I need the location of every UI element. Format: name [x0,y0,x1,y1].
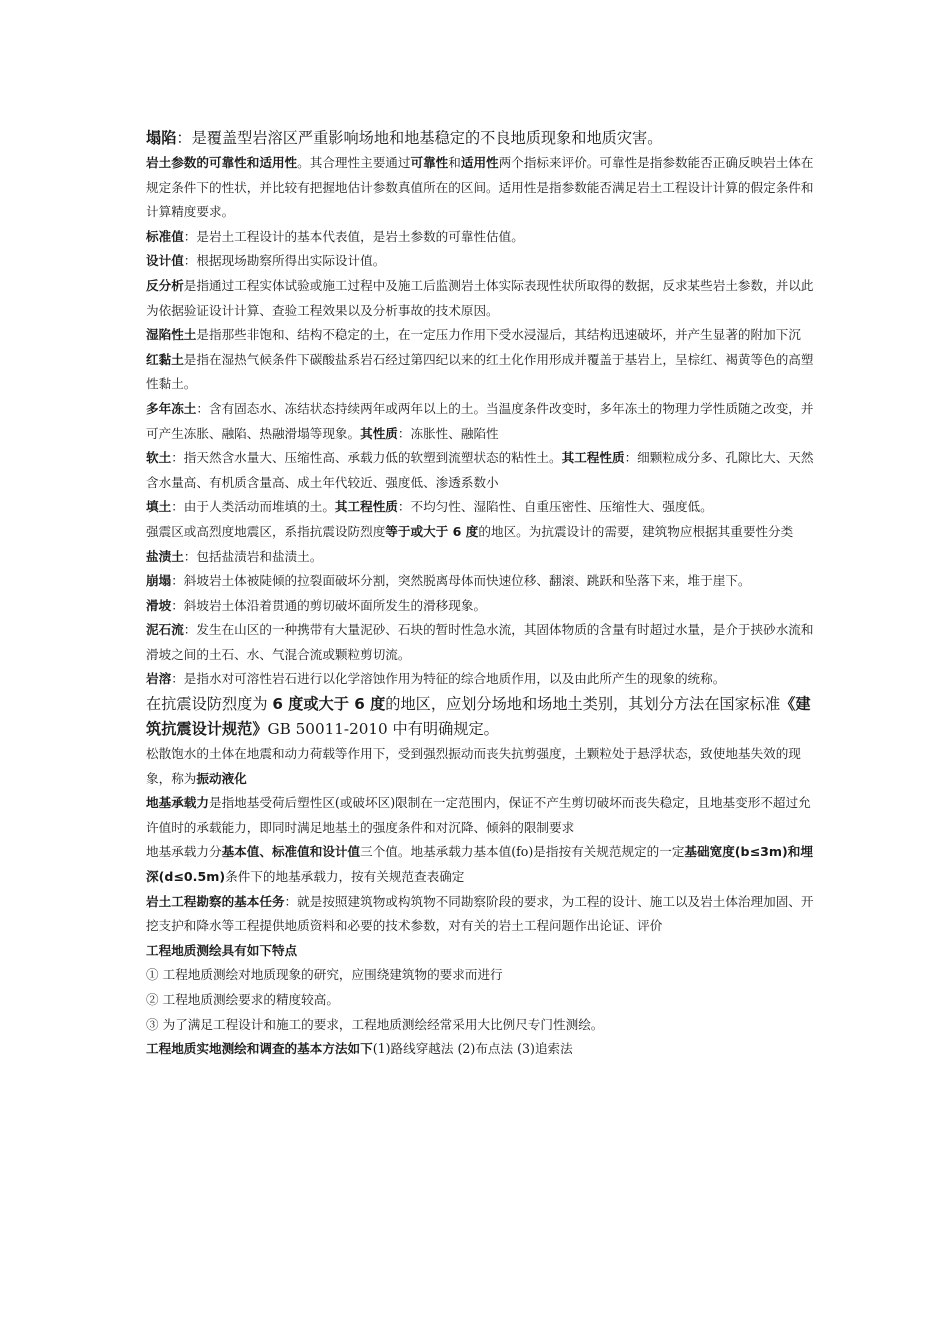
text-run: ：是覆盖型岩溶区严重影响场地和地基稳定的不良地质现象和地质灾害。 [176,129,663,147]
bold-term: 6 度或大于 6 度 [272,695,386,714]
paragraph-fill [146,495,816,520]
bold-term: 其工程性质 [334,499,398,515]
text-run: ：由于人类活动而堆填的土。 [171,499,335,515]
text-run: ：根据现场勘察所得出实际设计值。 [183,253,386,269]
paragraph-collapsible [146,323,816,348]
bold-term: 岩溶 [146,671,172,687]
paragraph-feature-1 [146,963,816,988]
text-run: 是指通过工程实体试验或施工过程中及施工后监测岩土体实际表现性状所取得的数据，反求某些岩土参数，并以此为依据验证设计计算、查验工程效果以及分析事故的技术原因。 [146,277,814,318]
text-run: 三个值。地基承载力基本值(fo)是指按有关规范规定的一定 [360,844,685,860]
paragraph-bearing-values [146,840,816,889]
bold-term: 振动液化 [196,770,247,786]
bold-term: 软土 [146,450,172,466]
paragraph-bearing-capacity [146,791,816,840]
bold-term: 适用性 [460,155,499,170]
paragraph-liquefaction [146,742,816,791]
text-run: GB 50011-2010 中有明确规定。 [267,720,499,739]
bold-term: 地基承载力 [146,795,209,811]
text-run: ：不均匀性、湿陷性、自重压密性、压缩性大、强度低。 [397,499,713,515]
text-run: ② 工程地质测绘要求的精度较高。 [146,992,339,1007]
text-run: 强震区或高烈度地震区，系指抗震设防烈度 [146,523,386,539]
text-run: ③ 为了满足工程设计和施工的要求，工程地质测绘经常采用大比例尺专门性测绘。 [146,1016,604,1032]
paragraph-survey-task [146,890,816,939]
bold-term: 可靠性 [410,155,449,170]
bold-term: 塌陷 [146,129,177,147]
text-run: ：斜坡岩土体沿着贯通的剪切破坏面所发生的滑移现象。 [171,597,487,613]
text-run: ：是指水对可溶性岩石进行以化学溶蚀作用为特征的综合地质作用，以及由此所产生的现象的统称。 [171,671,726,687]
paragraph-saline [146,545,816,570]
bold-term: 崩塌 [146,573,172,589]
paragraph-rockfall [146,569,816,594]
paragraph-feature-3 [146,1013,816,1038]
bold-term: 其性质 [360,425,398,441]
paragraph-permafrost [146,397,816,446]
text-run: 是指那些非饱和、结构不稳定的土，在一定压力作用下受水浸湿后，其结构迅速破坏，并产生显著的附加下沉 [196,327,801,343]
text-run: 在抗震设防烈度为 [146,695,273,714]
paragraph-standard-value [146,225,816,250]
bold-term: 基础宽度(b≤3m)和埋深(d≤0.5m) [146,844,813,885]
paragraph-design-value [146,249,816,274]
text-run: ：斜坡岩土体被陡倾的拉裂面破坏分割，突然脱离母体而快速位移、翻滚、跳跃和坠落下来，堆于崖下。 [171,573,751,589]
bold-term: 反分析 [146,277,184,293]
text-run: 和 [448,155,461,170]
paragraph-methods [146,1037,816,1062]
text-run: 是指地基受荷后塑性区(或破坏区)限制在一定范围内，保证不产生剪切破坏而丧失稳定，且地基变形不超过允许值时的承载能力，即同时满足地基土的强度条件和对沉降、倾斜的限制要求 [146,795,811,835]
bold-term: 其工程性质 [561,450,625,466]
text-run: 两个指标来评价。可靠性是指参数能否正确反映岩土体在规定条件下的性状，并比较有把握地估计参数真值所在的区间。适用性是指参数能否满足岩土工程设计计算的假定条件和计算精度要求。 [146,155,814,220]
bold-term: 设计值 [146,253,184,269]
text-run: 地基承载力分 [146,844,222,860]
text-run: ：就是按照建筑物或构筑物不同勘察阶段的要求，为工程的设计、施工以及岩土体治理加固、开挖支护和降水等工程提供地质资料和必要的技术参数，对有关的岩土工程问题作出论证、评价 [146,893,814,934]
bold-term: 红黏土 [146,351,184,367]
bold-term: 工程地质测绘具有如下特点 [146,942,298,958]
bold-term: 填土 [146,499,172,515]
text-run: 是指在湿热气候条件下碳酸盐系岩石经过第四纪以来的红土化作用形成并覆盖于基岩上，呈棕红、褐黄等色的高塑性黏土。 [146,351,814,392]
bold-term: 《建筑抗震设计规范》 [146,695,811,739]
paragraph-seismic-zone [146,520,816,545]
text-run: 的地区，应划分场地和场地土类别，其划分方法在国家标准 [385,695,781,714]
paragraph-tanxian [146,126,816,151]
text-run: ：是岩土工程设计的基本代表值，是岩土参数的可靠性估值。 [183,228,524,244]
paragraph-karst [146,667,816,692]
bold-term: 等于或大于 6 度 [385,523,479,539]
paragraph-soft-soil [146,446,816,495]
bold-term: 岩土参数的可靠性和适用性 [146,155,298,170]
text-run: 。其合理性主要通过 [297,155,411,170]
paragraph-debris-flow [146,618,816,667]
paragraph-landslide [146,594,816,619]
paragraph-mapping-features [146,939,816,964]
text-run: ① 工程地质测绘对地质现象的研究，应围绕建筑物的要求而进行 [146,967,503,983]
bold-term: 盐渍土 [146,548,184,564]
text-run: ：指天然含水量大、压缩性高、承载力低的软塑到流塑状态的粘性土。 [171,450,562,466]
bold-term: 基本值、标准值和设计值 [221,844,361,860]
text-run: ：发生在山区的一种携带有大量泥砂、石块的暂时性急水流，其固体物质的含量有时超过水量，是介于挟砂水流和滑坡之间的土石、水、气混合流或颗粒剪切流。 [146,622,814,662]
text-run: ：包括盐渍岩和盐渍土。 [183,548,323,564]
paragraph-feature-2 [146,988,816,1013]
paragraph-back-analysis [146,274,816,323]
bold-term: 湿陷性土 [146,327,197,343]
document-body [146,126,816,1062]
bold-term: 工程地质实地测绘和调查的基本方法如下 [146,1041,373,1057]
bold-term: 标准值 [146,228,184,244]
paragraph-red-clay [146,348,816,397]
bold-term: 滑坡 [146,597,172,613]
text-run: 的地区。为抗震设计的需要，建筑物应根据其重要性分类 [478,523,794,539]
bold-term: 岩土工程勘察的基本任务 [146,893,285,909]
text-run: ：冻胀性、融陷性 [397,425,499,441]
text-run: (1)路线穿越法 (2)布点法 (3)追索法 [372,1041,573,1057]
text-run: 松散饱水的土体在地震和动力荷载等作用下，受到强烈振动而丧失抗剪强度，土颗粒处于悬浮状态，致使地基失效的现象，称为 [146,746,801,786]
text-run: ：细颗粒成分多、孔隙比大、天然含水量高、有机质含量高、成土年代较近、强度低、渗透系数小 [146,450,814,490]
bold-term: 多年冻土 [146,400,197,416]
paragraph-site-class [146,692,816,742]
bold-term: 泥石流 [146,622,184,638]
paragraph-param-reliability [146,151,816,225]
text-run: 条件下的地基承载力，按有关规范查表确定 [225,869,465,885]
text-run: ：含有固态水、冻结状态持续两年或两年以上的土。当温度条件改变时，多年冻土的物理力学性质随之改变，并可产生冻胀、融陷、热融滑塌等现象。 [146,400,814,441]
